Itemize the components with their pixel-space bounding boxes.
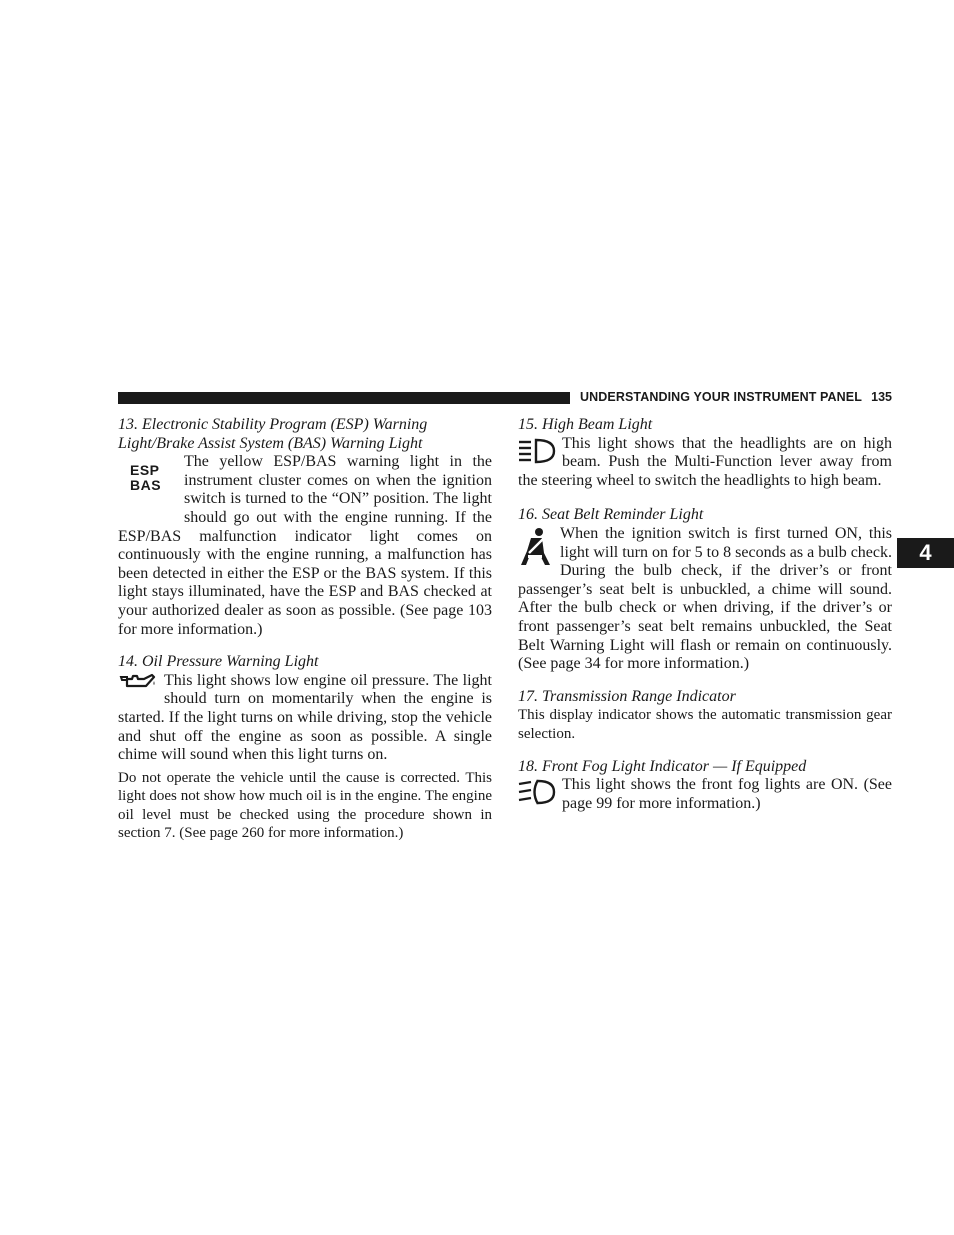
section-body: This light shows low engine oil pressure. The light should turn on momentarily when the engine is started. If the light turns on while driving, stop the vehicle and shut off the engine as soon as possible. A single chime will sound when this light turns on.	[118, 671, 492, 764]
esp-bas-icon: ESP BAS	[130, 462, 162, 494]
section-transmission	[518, 688, 892, 744]
left-column	[118, 416, 492, 853]
section-body: This light shows that the headlights are on high beam. Push the Multi-Function lever away from the steering wheel to switch the headlights to high beam.	[518, 434, 892, 489]
section-heading: 16. Seat Belt Reminder Light	[518, 506, 704, 524]
section-heading: 14. Oil Pressure Warning Light	[118, 653, 319, 671]
front-fog-light-icon	[518, 779, 556, 805]
section-body: When the ignition switch is first turned ON, this light will turn on for 5 to 8 seconds as a bulb check. During the bulb check, if the driver’s or front passenger’s seat belt is unbuckled, a chime will sound. After the bulb check or when driving, if the driver’s or front passenger’s seat belt remains unbuckled, the Seat Belt Warning Light will flash or remain on continuously. (See page 34 for more information.)	[518, 524, 892, 673]
chapter-tab: 4	[897, 538, 954, 568]
oil-can-icon	[118, 672, 158, 692]
section-esp-bas	[118, 416, 492, 639]
section-high-beam	[518, 416, 892, 490]
section-oil-pressure	[118, 653, 492, 843]
running-header-title: UNDERSTANDING YOUR INSTRUMENT PANEL	[580, 390, 862, 404]
section-fog-light	[518, 758, 892, 814]
section-body: The yellow ESP/BAS warning light in the instrument cluster comes on when the ignition switch is turned to the “ON” position. The light should go out with the engine running. If the ESP/BAS malfunction indicator light comes on continuously with the engine running, a malfunction has been detected in either the ESP or the BAS system. If this light stays illuminated, have the ESP and BAS checked at your authorized dealer as soon as possible. (See page 103 for more information.)	[118, 453, 492, 638]
section-seat-belt	[518, 506, 892, 673]
section-body-note: Do not operate the vehicle until the cause is corrected. This light does not show how much oil is in the engine. The engine oil level must be checked using the procedure shown in section 7. (See page 260 for more information.)	[118, 769, 492, 842]
right-column	[518, 416, 892, 823]
section-body: This light shows the front fog lights are ON. (See page 99 for more information.)	[562, 776, 892, 812]
header-rule	[118, 392, 570, 404]
section-body: This display indicator shows the automatic transmission gear selection.	[518, 707, 892, 742]
page-number: 135	[871, 390, 892, 404]
seat-belt-icon	[518, 527, 554, 567]
high-beam-icon	[518, 438, 556, 464]
section-heading: 15. High Beam Light	[518, 416, 653, 433]
section-heading: 13. Electronic Stability Program (ESP) Warning Light/Brake Assist System (BAS) Warning Light	[118, 416, 428, 452]
section-heading: 18. Front Fog Light Indicator — If Equipped	[518, 757, 807, 775]
section-heading: 17. Transmission Range Indicator	[518, 687, 736, 705]
